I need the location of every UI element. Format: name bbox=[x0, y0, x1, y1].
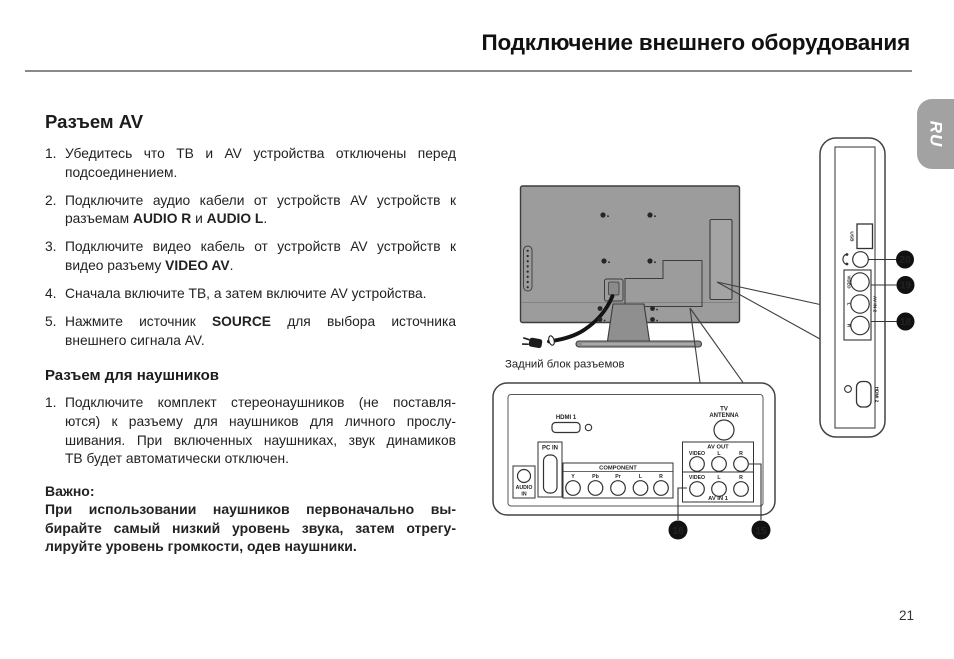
av-in1-l-label: L bbox=[717, 475, 721, 481]
list-item bbox=[45, 192, 456, 229]
component-l-label: L bbox=[638, 474, 643, 480]
text-run: и bbox=[191, 211, 207, 227]
list-line: Подключите аудио кабели от устройств AV устройств к bbox=[65, 192, 456, 208]
callout-19 bbox=[897, 276, 915, 294]
connection-diagram bbox=[485, 92, 954, 560]
audio-in-label-1: AUDIO bbox=[515, 485, 533, 491]
list-item bbox=[45, 285, 456, 304]
important-line: При использовании наушников первоначально вы- bbox=[45, 501, 456, 518]
antenna-label-1: TV bbox=[720, 406, 728, 413]
list-line: Подключите видео кабель от устройств AV устройств к bbox=[65, 239, 456, 255]
list-line bbox=[65, 313, 456, 332]
list-line: ются) к разъему для наушников для личного прослу- bbox=[65, 413, 456, 429]
list-number: 1. bbox=[45, 146, 57, 161]
language-tab-label: RU bbox=[926, 120, 946, 148]
text-run: для выбора источника bbox=[271, 314, 456, 330]
pc-in-label: PC IN bbox=[541, 445, 559, 452]
list-item bbox=[45, 145, 456, 182]
list-item bbox=[45, 313, 456, 350]
section-heading-av: Разъем AV bbox=[45, 111, 144, 132]
list-line: шивания. При включенных наушниках, звук динамиков bbox=[65, 432, 456, 448]
page-number: 21 bbox=[898, 608, 914, 623]
callout-19-number: 19 bbox=[899, 280, 912, 292]
text-run: . bbox=[229, 257, 234, 273]
list-item bbox=[45, 394, 456, 468]
list-line: Подключите комплект стереонаушников (не поставля- bbox=[65, 395, 456, 411]
text-column bbox=[45, 111, 456, 555]
tv-body bbox=[521, 186, 740, 323]
list-line: Сначала включите ТВ, а затем включите AV устройства. bbox=[65, 286, 427, 302]
power-plug bbox=[522, 336, 543, 348]
hdmi1-label: HDMI 1 bbox=[555, 415, 577, 421]
list-number: 2. bbox=[45, 192, 57, 208]
av-in1-r-label: R bbox=[739, 475, 743, 481]
list-number: 5. bbox=[45, 314, 57, 330]
rear-connector-block bbox=[493, 383, 775, 540]
av-out-l-label: L bbox=[717, 451, 721, 457]
av-in2-label: AV IN 2 bbox=[871, 295, 877, 313]
title-divider bbox=[25, 70, 912, 72]
bold-term: SOURCE bbox=[211, 314, 272, 330]
av-out-r-label: R bbox=[739, 451, 743, 457]
important-line: лируйте уровень громкости, одев наушники. bbox=[45, 537, 357, 554]
callout-18 bbox=[897, 313, 915, 331]
av-in1-video-label: VIDEO bbox=[688, 475, 706, 481]
list-line: внешнего сигнала AV. bbox=[65, 332, 205, 348]
av-in2-r-label: R bbox=[846, 323, 852, 328]
bold-term: VIDEO AV bbox=[165, 257, 230, 273]
text-run: Нажмите источник bbox=[65, 314, 212, 330]
list-number: 1. bbox=[45, 395, 57, 411]
tv-side-panel-recess bbox=[710, 220, 732, 300]
list-line bbox=[65, 210, 456, 229]
section-heading-headphones: Разъем для наушников bbox=[45, 367, 219, 385]
callout-15 bbox=[752, 521, 771, 540]
component-y-label: Y bbox=[571, 474, 575, 480]
hdmi2-label: HDMI 2 bbox=[874, 386, 880, 403]
list-number: 3. bbox=[45, 239, 57, 255]
page-title: Подключение внешнего оборудования bbox=[481, 30, 910, 55]
usb-label: USB bbox=[848, 231, 854, 242]
list-line bbox=[65, 257, 456, 276]
list-number: 4. bbox=[45, 286, 57, 302]
list-line: ТВ будет автоматически отключен. bbox=[65, 451, 289, 467]
list-line: Убедитесь что ТВ и AV устройства отключены перед bbox=[65, 146, 456, 161]
antenna-label-2: ANTENNA bbox=[709, 413, 739, 419]
text-run: . bbox=[263, 211, 268, 227]
component-r-label: R bbox=[659, 474, 663, 480]
component-label: COMPONENT bbox=[599, 465, 637, 472]
callout-18-number: 18 bbox=[899, 317, 912, 329]
bold-term: AUDIO R bbox=[133, 211, 192, 227]
callout-20 bbox=[896, 251, 914, 269]
side-panel-inner bbox=[835, 147, 875, 428]
audio-in-label-2: IN bbox=[521, 491, 527, 498]
callout-16-number: 16 bbox=[672, 525, 684, 537]
important-line: бирайте самый низкий уровень звука, затем отрегу- bbox=[45, 519, 456, 536]
important-heading: Важно: bbox=[45, 482, 95, 499]
rear-block-caption: Задний блок разъемов bbox=[505, 358, 625, 371]
text-run: разъемам bbox=[65, 211, 133, 227]
tv-rear-figure bbox=[521, 186, 740, 348]
side-connector-panel bbox=[820, 138, 915, 437]
av-out-video-label: VIDEO bbox=[688, 451, 706, 457]
text-run: видео разъему bbox=[65, 257, 166, 273]
tv-stand-neck bbox=[608, 304, 650, 341]
callout-16 bbox=[669, 521, 688, 540]
cable-clip bbox=[548, 335, 556, 346]
callout-20-number: 20 bbox=[899, 255, 911, 267]
component-pb-label: Pb bbox=[592, 474, 599, 480]
av-in1-label: AV IN 1 bbox=[708, 496, 728, 502]
av-in2-l-label: L bbox=[846, 302, 852, 306]
important-note bbox=[45, 482, 456, 556]
callout-15-number: 15 bbox=[755, 525, 767, 537]
av-out-label: AV OUT bbox=[707, 444, 729, 451]
av-in2-video-label: VIDEO bbox=[846, 275, 852, 289]
list-line: подсоединением. bbox=[65, 164, 178, 180]
component-pr-label: Pr bbox=[615, 474, 621, 480]
bold-term: AUDIO L bbox=[206, 211, 264, 227]
list-item bbox=[45, 238, 456, 275]
